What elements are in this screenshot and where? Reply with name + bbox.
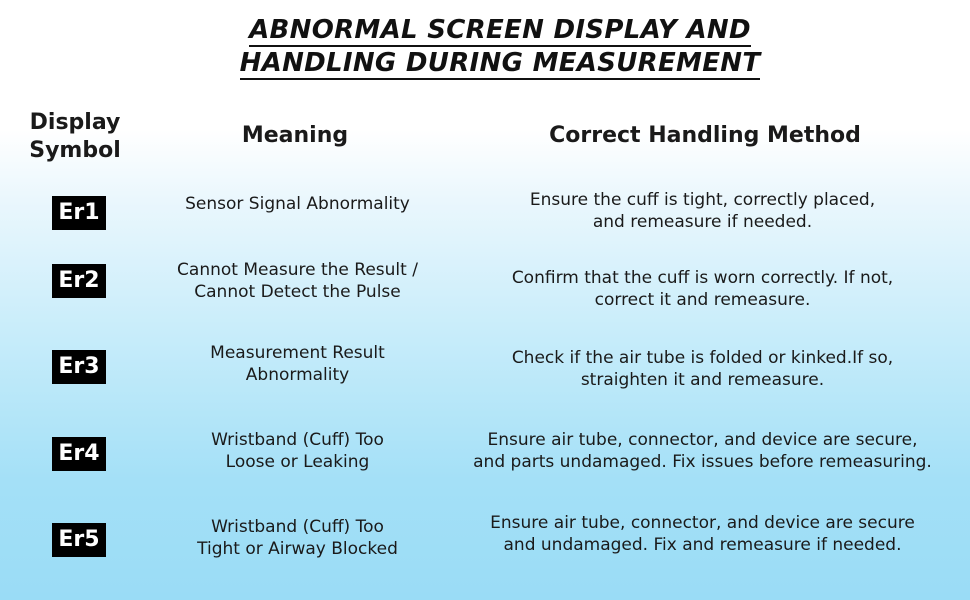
method-cell — [430, 267, 970, 311]
method-line: Ensure the cuff is tight, correctly placed, — [529, 190, 876, 210]
method-cell — [430, 347, 970, 391]
header-display-symbol — [10, 109, 140, 165]
header-symbol-line-1: Display — [29, 110, 121, 135]
method-cell — [430, 429, 970, 473]
meaning-cell — [150, 342, 445, 386]
error-code-badge: Er1 — [52, 196, 106, 230]
meaning-line: Measurement Result — [210, 343, 385, 363]
method-cell — [430, 189, 970, 233]
meaning-cell — [150, 193, 445, 215]
method-cell — [430, 512, 970, 556]
meaning-cell — [150, 259, 445, 303]
method-line: Check if the air tube is folded or kinked.If so, — [511, 348, 894, 368]
header-symbol-line-2: Symbol — [29, 138, 121, 163]
header-handling-method: Correct Handling Method — [549, 123, 861, 148]
method-line: straighten it and remeasure. — [580, 370, 825, 390]
method-line: Confirm that the cuff is worn correctly. If not, — [511, 268, 894, 288]
meaning-cell — [150, 429, 445, 473]
method-line: Ensure air tube, connector, and device are secure, — [487, 430, 918, 450]
meaning-line: Cannot Measure the Result / — [177, 260, 418, 280]
method-line: and parts undamaged. Fix issues before remeasuring. — [473, 452, 932, 472]
error-code-badge: Er5 — [52, 523, 106, 557]
meaning-line: Sensor Signal Abnormality — [185, 194, 410, 214]
error-code-badge: Er3 — [52, 350, 106, 384]
meaning-line: Abnormality — [245, 365, 350, 385]
meaning-line: Wristband (Cuff) Too — [211, 430, 384, 450]
method-line: correct it and remeasure. — [594, 290, 811, 310]
error-code-badge: Er4 — [52, 437, 106, 471]
error-code-badge: Er2 — [52, 264, 106, 298]
method-line: Ensure air tube, connector, and device are secure — [490, 513, 915, 533]
page-title — [0, 14, 970, 80]
meaning-line: Tight or Airway Blocked — [197, 539, 398, 559]
title-line-1: ABNORMAL SCREEN DISPLAY AND — [249, 15, 751, 45]
meaning-cell — [150, 516, 445, 560]
title-line-2: HANDLING DURING MEASUREMENT — [239, 48, 761, 78]
meaning-line: Cannot Detect the Pulse — [194, 282, 401, 302]
method-line: and remeasure if needed. — [592, 212, 813, 232]
meaning-line: Loose or Leaking — [225, 452, 370, 472]
header-meaning: Meaning — [241, 123, 349, 148]
meaning-line: Wristband (Cuff) Too — [211, 517, 384, 537]
method-line: and undamaged. Fix and remeasure if needed. — [503, 535, 902, 555]
